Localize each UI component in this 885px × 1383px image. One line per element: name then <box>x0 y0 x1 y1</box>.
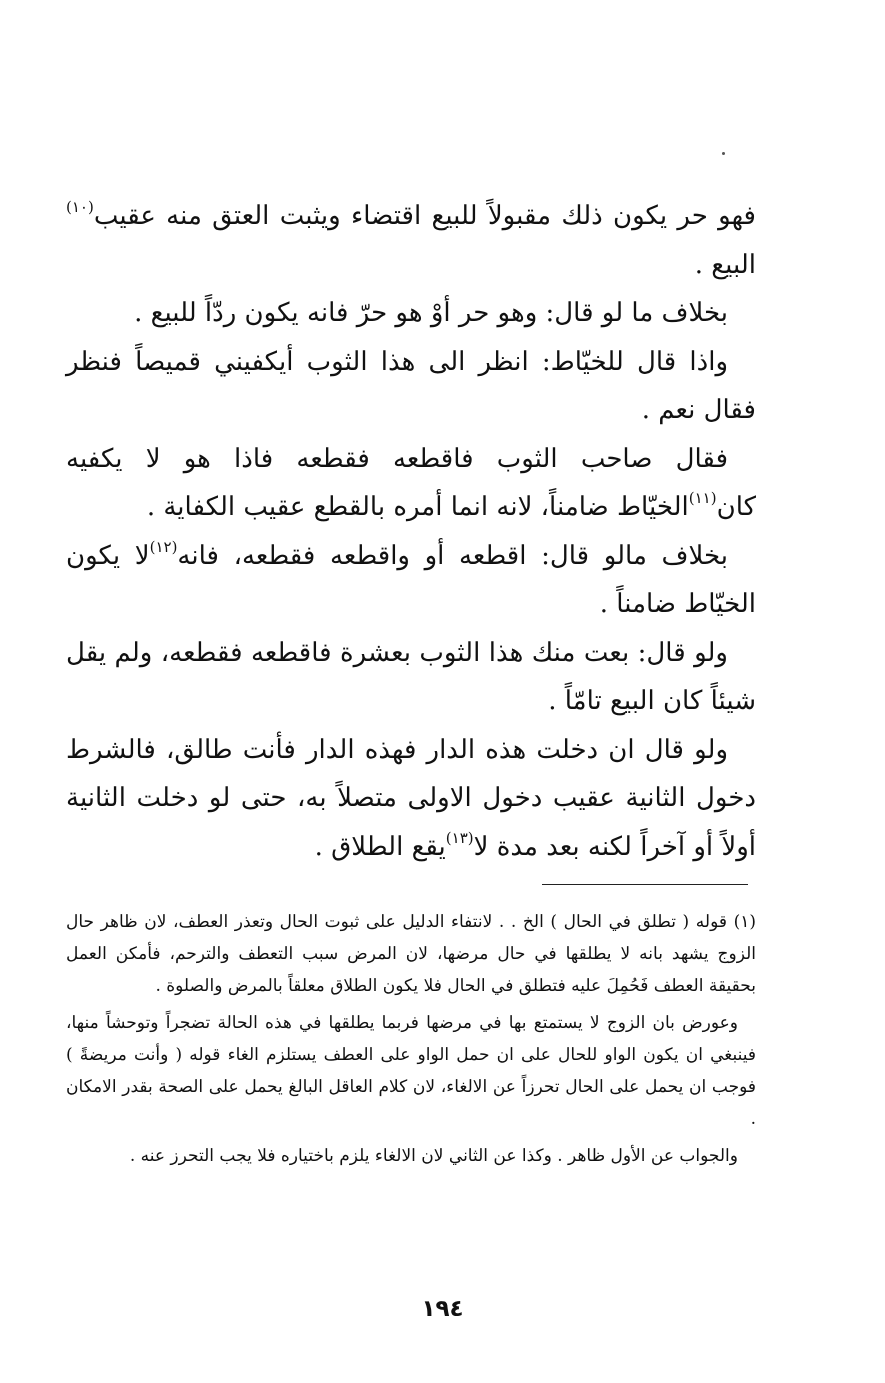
paragraph-5-tail: لا يكون الخيّاط ضامناً . <box>66 540 756 619</box>
page-number: ١٩٤ <box>421 1296 464 1322</box>
footnote-ref-12: (١٢) <box>149 537 178 556</box>
stray-mark <box>722 152 725 155</box>
paragraph-7-text: ولو قال ان دخلت هذه الدار فهذه الدار فأنت طالق، فالشرط دخول الثانية عقيب دخول الاولى متصلاً به، حتى لو دخلت الثانية أولاً أو آخراً لكنه بعد مدة لا <box>66 734 756 862</box>
footnote-separator <box>542 884 748 885</box>
paragraph-1-tail: البيع . <box>694 249 756 280</box>
paragraph-4-text: فقال صاحب الثوب فاقطعه فقطعه فاذا هو لا يكفيه كان <box>66 443 756 522</box>
paragraph-1-text: فهو حر يكون ذلك مقبولاً للبيع اقتضاء ويثبت العتق منه عقيب <box>93 201 756 231</box>
footnote-ref-10: (١٠) <box>66 198 94 216</box>
paragraph-7-tail: يقع الطلاق . <box>314 831 446 862</box>
footnote-1: (١) قوله ( تطلق في الحال ) الخ . . لانتفاء الدليل على ثبوت الحال وتعذر العطف، لان ظاهر حال الزوج يشهد بانه لا يطلقها في حال مرضها، لان المرض سبب التعطف والترحم، فأمكن العمل بحقيقة العطف فَحُمِلَ عليه فتطلق في الحال فلا يكون الطلاق معلقاً بالمرض والصلوة . <box>66 912 756 996</box>
footnote-1-answer: والجواب عن الأول ظاهر . وكذا عن الثاني لان الالغاء يلزم باختياره فلا يجب التحرز عنه . <box>129 1146 738 1166</box>
paragraph-5-text: بخلاف مالو قال: اقطعه أو واقطعه فقطعه، فانه <box>177 540 728 571</box>
footnote-ref-13: (١٣) <box>445 828 474 847</box>
footnotes <box>66 906 756 1177</box>
paragraph-4-tail: الخيّاط ضامناً، لانه انما أمره بالقطع عقيب الكفاية . <box>146 492 689 522</box>
footnote-ref-11: (١١) <box>688 489 717 507</box>
footnote-1-continuation: وعورض بان الزوج لا يستمتع بها في مرضها فربما يطلقها في هذه الحالة تضجراً وتوحشاً منها، فينبغي ان يكون الواو للحال على ان حمل الواو على العطف يستلزم الغاء قوله ( وأنت مريضةً ) فوجب ان يحمل على الحال تحرزاً عن الالغاء، لان كلام العاقل البالغ يحمل على الصحة بقدر الامكان . <box>66 1013 756 1129</box>
paragraph-5 <box>66 532 756 629</box>
main-body-text <box>66 192 756 871</box>
paragraph-6: ولو قال: بعت منك هذا الثوب بعشرة فاقطعه فقطعه، ولم يقل شيئاً كان البيع تامّاً . <box>66 637 756 716</box>
paragraph-4 <box>66 435 756 532</box>
paragraph-3: واذا قال للخيّاط: انظر الى هذا الثوب أيكفيني قميصاً فنظر فقال نعم . <box>66 346 756 425</box>
paragraph-7 <box>66 726 756 872</box>
paragraph-2: بخلاف ما لو قال: وهو حر أوْ هو حرّ فانه يكون ردّاً للبيع . <box>134 298 728 328</box>
paragraph-1 <box>66 192 756 289</box>
